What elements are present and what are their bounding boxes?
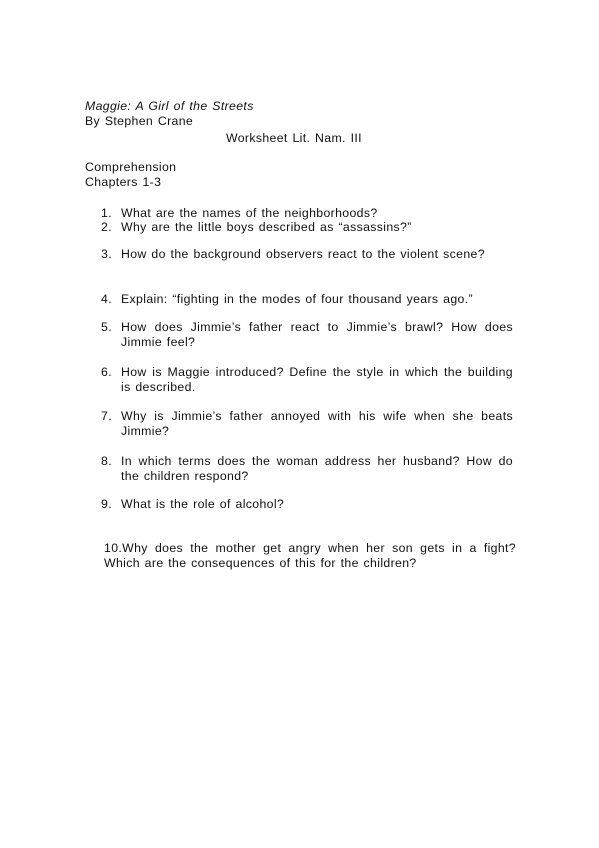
question-item-5 [101, 320, 513, 350]
author-line: By Stephen Crane [85, 114, 194, 128]
question-item-2 [101, 220, 513, 235]
question-text: How does Jimmie’s father react to Jimmie’s brawl? How does Jimmie feel? [121, 320, 513, 349]
question-item-9 [101, 497, 513, 512]
question-number: 3. [101, 247, 112, 261]
question-text: Explain: “fighting in the modes of four thousand years ago.” [121, 292, 473, 306]
question-number: 10. [104, 541, 123, 555]
question-item-6 [101, 365, 513, 395]
chapters-label: Chapters 1-3 [85, 175, 162, 189]
question-item-7 [101, 409, 513, 439]
book-title: Maggie: A Girl of the Streets [85, 99, 254, 113]
question-text: What are the names of the neighborhoods? [121, 206, 378, 220]
question-text: What is the role of alcohol? [121, 497, 285, 511]
question-number: 7. [101, 409, 112, 423]
question-item-8 [101, 454, 513, 484]
question-item-3 [101, 247, 513, 262]
question-text: How is Maggie introduced? Define the style in which the building is described. [121, 365, 513, 394]
question-number: 8. [101, 454, 112, 468]
question-item-4 [101, 292, 513, 307]
question-text: Why does the mother get angry when her son gets in a fight? Which are the consequences of this for the children? [104, 541, 516, 570]
question-text: How do the background observers react to the violent scene? [121, 247, 485, 261]
question-number: 6. [101, 365, 112, 379]
question-number: 2. [101, 220, 112, 234]
question-item-10 [104, 541, 516, 571]
question-number: 5. [101, 320, 112, 334]
worksheet-title: Worksheet Lit. Nam. III [226, 131, 362, 145]
question-number: 9. [101, 497, 112, 511]
question-item-1 [101, 206, 513, 221]
section-label: Comprehension [85, 160, 177, 174]
question-text: In which terms does the woman address her husband? How do the children respond? [121, 454, 513, 483]
question-text: Why are the little boys described as “assassins?” [121, 220, 412, 234]
question-text: Why is Jimmie’s father annoyed with his wife when she beats Jimmie? [121, 409, 513, 438]
question-number: 4. [101, 292, 112, 306]
question-number: 1. [101, 206, 112, 220]
